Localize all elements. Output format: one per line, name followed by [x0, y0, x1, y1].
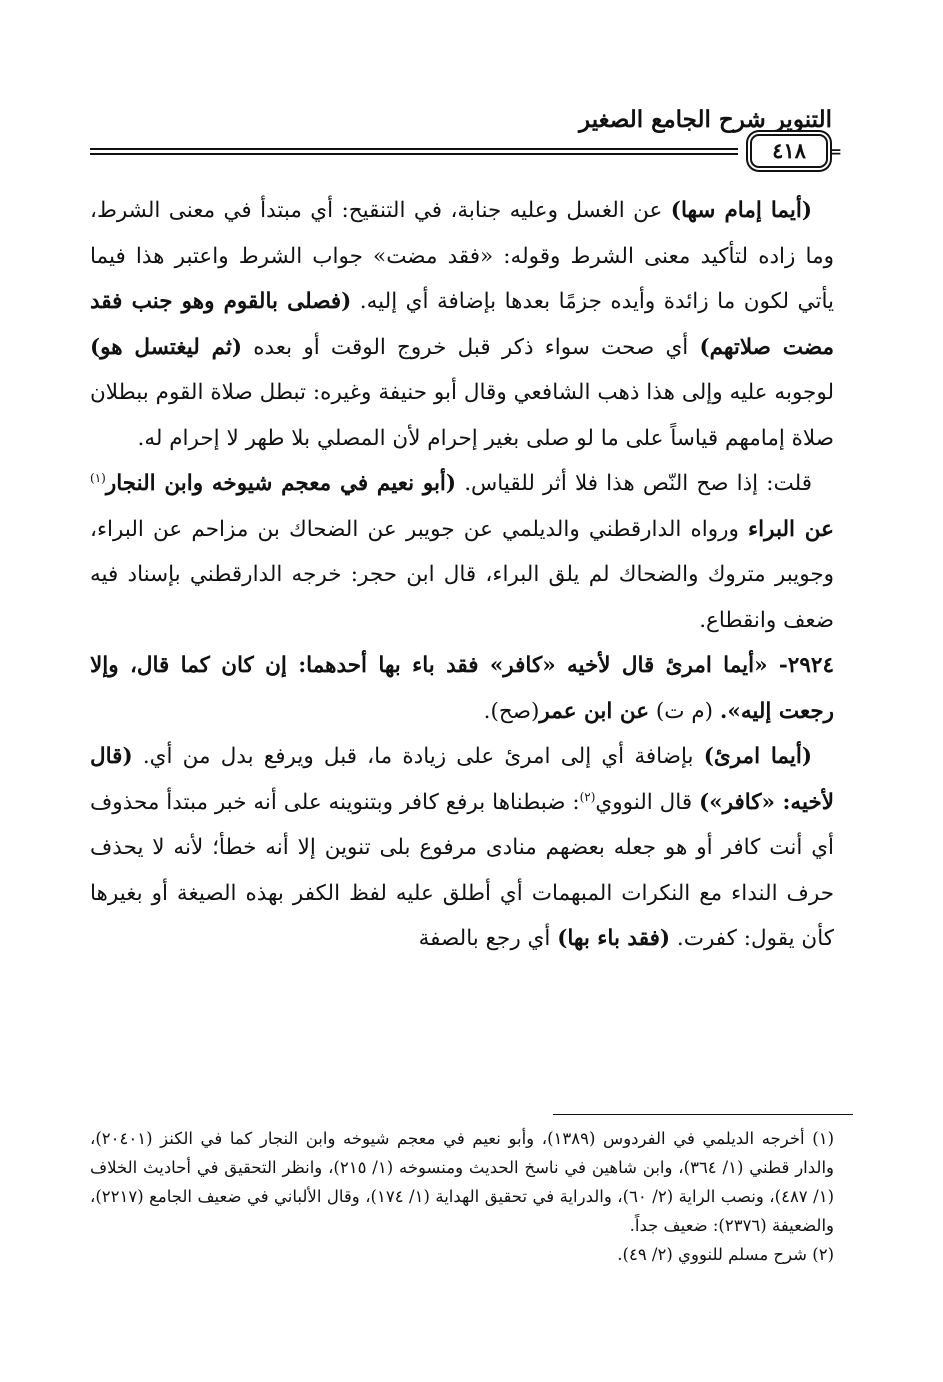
- page-number: ٤١٨: [772, 138, 806, 163]
- hadith-quote: (أيما إمام سها): [670, 198, 812, 223]
- commentary-text: قال النووي: [595, 789, 699, 815]
- footnotes: [90, 1124, 834, 1269]
- header-rule: [90, 138, 842, 163]
- source-citation: (أبو نعيم في معجم شيوخه وابن النجار: [105, 471, 457, 496]
- hadith-quote: (فقد باء بها): [557, 926, 671, 951]
- commentary-text: أي رجع بالصفة: [418, 926, 558, 951]
- page-header: [90, 100, 842, 163]
- paragraph-commentary-2: [90, 461, 834, 643]
- commentary-text: قلت: إذا صح النّص هذا فلا أثر للقياس.: [456, 471, 813, 496]
- commentary-text: : ضبطناها برفع كافر وبتنوينه على أنه خبر مبتدأ محذوف أي أنت كافر أو هو جعله بعضهم منادى مرفوع بلى تنوين إلا أنه خطأ؛ لأنه لا يحذف حرف النداء مع النكرات المبهمات أي أطلق عليه لفظ الكفر بهذه الصيغة أو بغيرها كأن يقول: كفرت.: [90, 789, 834, 951]
- footnote-separator: [553, 1114, 853, 1115]
- source-code: (م ت): [649, 698, 720, 724]
- commentary-text: عن الغسل وعليه جنابة، في التنقيح: أي مبتدأ في معنى الشرط، وما زاده لتأكيد معنى الشرط وقوله: «فقد مضت» جواب الشرط واعتبر هذا فيما يأتي لكون ما زائدة وأيده جزمًا بعدها بإضافة أي إليه.: [90, 198, 835, 314]
- paragraph-commentary-1: [90, 188, 834, 461]
- hadith-quote: (قال لأخيه: «كافر»): [90, 744, 835, 815]
- commentary-text: بإضافة أي إلى امرئ على زيادة ما، قبل ويرفع بدل من أي.: [132, 744, 704, 769]
- page-number-box: [750, 134, 828, 168]
- commentary-text: لوجوبه عليه وإلى هذا ذهب الشافعي وقال أبو حنيفة وغيره: تبطل صلاة القوم ببطلان صلاة إمامهم قياساً على ما لو صلى بغير إحرام لأن المصلي بلا طهر لا إحرام له.: [90, 380, 834, 451]
- hadith-entry-2924: [90, 643, 834, 734]
- footnote-ref-1: (١): [90, 470, 106, 485]
- hadith-quote: (ثم ليغتسل هو): [90, 334, 243, 360]
- commentary-text: أي صحت سواء ذكر قبل خروج الوقت أو بعده: [242, 334, 700, 360]
- hadith-quote: (أيما امرئ): [703, 744, 812, 769]
- main-text: [90, 188, 834, 962]
- header-rule-line: [90, 153, 738, 155]
- footnote-ref-2: (٢): [579, 789, 596, 804]
- source-citation: عن البراء: [748, 516, 835, 542]
- commentary-text: ورواه الدارقطني والديلمي عن جويبر عن الضحاك بن مزاحم عن البراء، وجويبر متروك والضحاك لم يلق البراء، قال ابن حجر: خرجه الدارقطني بإسناد فيه ضعف وانقطاع.: [90, 516, 834, 633]
- running-title: التنوير شرح الجامع الصغير: [579, 106, 832, 133]
- hadith-quote: (فصلى بالقوم وهو جنب فقد مضت صلاتهم): [90, 289, 835, 360]
- paragraph-commentary-3: [90, 734, 834, 962]
- grade: (صح).: [483, 698, 540, 724]
- page-mark: =: [828, 142, 842, 161]
- narrator: عن ابن عمر: [539, 698, 650, 724]
- header-rule-line: [90, 148, 738, 150]
- hadith-text: ٢٩٢٤- «أيما امرئ قال لأخيه «كافر» فقد باء بها أحدهما: إن كان كما قال، وإلا رجعت إليه».: [90, 653, 834, 724]
- footnote-1: (١) أخرجه الديلمي في الفردوس (١٣٨٩)، وأبو نعيم في معجم شيوخه وابن النجار كما في الكنز (٢٠٤٠١)، والدار قطني (١/ ٣٦٤)، وابن شاهين في ناسخ الحديث ومنسوخه (١/ ٢١٥)، وانظر التحقيق في أحاديث الخلاف (١/ ٤٨٧)، ونصب الراية (٢/ ٦٠)، والدراية في تحقيق الهداية (١/ ١٧٤)، وقال الألباني في ضعيف الجامع (٢٢١٧)، والضعيفة (٢٣٧٦): ضعيف جداً.: [90, 1129, 835, 1235]
- footnote-2: (٢) شرح مسلم للنووي (٢/ ٤٩).: [617, 1245, 834, 1264]
